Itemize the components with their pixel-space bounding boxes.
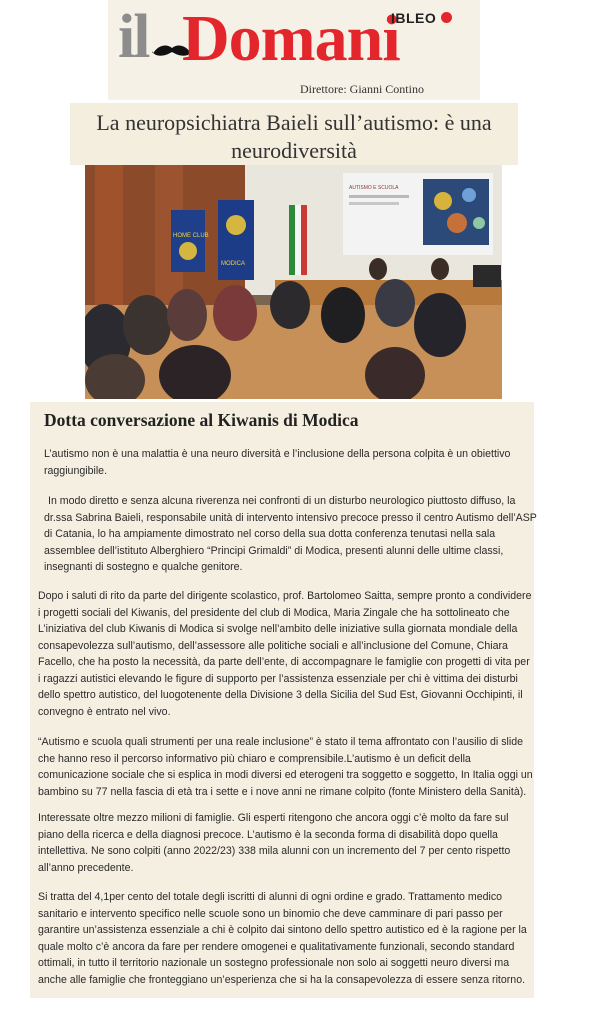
article-paragraph: In modo diretto e senza alcuna riverenza nei confronti di un disturbo neurologico piuttosto diffuso, la dr.ssa Sabrina Baieli, responsabile unità di intervento intensivo precoce presso il centro Autismo dell’ASP di Catania, lo ha ampiamente dimostrato nel corso della sua dotta conferenza tenutasi nella sala assemblee dell’istituto Alberghiero “Principi Grimaldi” di Modica, presenti alunni delle ultime classi, insegnanti di sostegno e qualche genitore.: [44, 495, 537, 573]
edition-label: IBLEO: [391, 10, 437, 26]
director-line: Direttore: Gianni Contino: [300, 82, 424, 96]
logo-domani: Domani: [182, 2, 400, 75]
slide-title: AUTISMO E SCUOLA: [349, 185, 399, 191]
article-paragraph: Dopo i saluti di rito da parte del dirigente scolastico, prof. Bartolomeo Saitta, sempre pronto a condividere i progetti sociali del Kiwanis, del presidente del club di Modica, Maria Zingale che ha sottolineato che L’iniziativa del club Kiwanis di Modica si svolge nell’ambito delle iniziative sulla giornata mondiale della consapevolezza sull’autismo, dell’assessore alle politiche sociali e all’inclusione del Comune, Chiara Facello, che ha posto la necessità, da parte dell’ente, di accompagnare le famiglie con progetti di vita per i ragazzi autistici elevando le figure di supporto per l’assistenza essenziale per chi è vittima dei disturbi dello spettro autistico, del luogotenente della Divisione 3 della Sicilia del Sud Est, Giovanni Occhipinti, il convegno è entrato nel vivo.: [38, 590, 532, 718]
conference-photo: [85, 165, 502, 399]
article-subhead: Dotta conversazione al Kiwanis di Modica: [44, 410, 359, 430]
article-paragraph: Interessate oltre mezzo milioni di famiglie. Gli esperti ritengono che ancora oggi c’è molto da fare sul piano della ricerca e della diagnosi precoce. L’autismo è la seconda forma di disabilità dopo quella intellettiva. Ne sono colpiti (anno 2022/23) 338 mila alunni con un incremento del 7 per cento rispetto all’anno precedente.: [38, 812, 511, 874]
logo-il: il: [118, 3, 149, 71]
masthead: [108, 0, 480, 100]
article-headline: La neuropsichiatra Baieli sull’autismo: è una neurodiversità: [96, 110, 492, 163]
banner-left-text: HOME CLUB: [173, 233, 209, 239]
article-paragraph: Si tratta del 4,1per cento del totale degli iscritti di alunni di ogni ordine e grado. Trattamento medico sanitario e intervento specifico nelle scuole sono un binomio che deve camminare di pari passo per garantire un’assistenza essenziale a chi è colpito dai sintono dello spettro autistico ed è la ragione per la quale molto c’è ancora da fare per rendere omogenei e qualitativamente funzionali, secondo standard ottimali, in tutto il territorio nazionale un sostegno professionale non solo ai soggetti neuro diversi ma anche alle famiglie che fronteggiano un’esperienza che si ha la consapevolezza di essere senza ritorno.: [38, 891, 527, 986]
headline-box: [70, 103, 518, 165]
article-paragraph: “Autismo e scuola quali strumenti per una reale inclusione” è stato il tema affrontato con l’ausilio di slide che hanno reso il percorso informativo più chiaro e comprensibile.L’autismo è un deficit della comunicazione sociale che si esplica in modi diversi ed eterogeni tra soggetto e soggetto, In Italia oggi un bambino su 77 nella fascia di età tra i sette e i nove anni ne rimane colpito (fonte Ministero della Sanità).: [38, 736, 533, 798]
edition-dot: [441, 12, 452, 23]
banner-right-text: MODICA: [221, 261, 245, 267]
article-paragraph: L’autismo non è una malattia è una neuro diversità e l’inclusione della persona colpita è un obiettivo raggiungibile.: [44, 448, 511, 477]
